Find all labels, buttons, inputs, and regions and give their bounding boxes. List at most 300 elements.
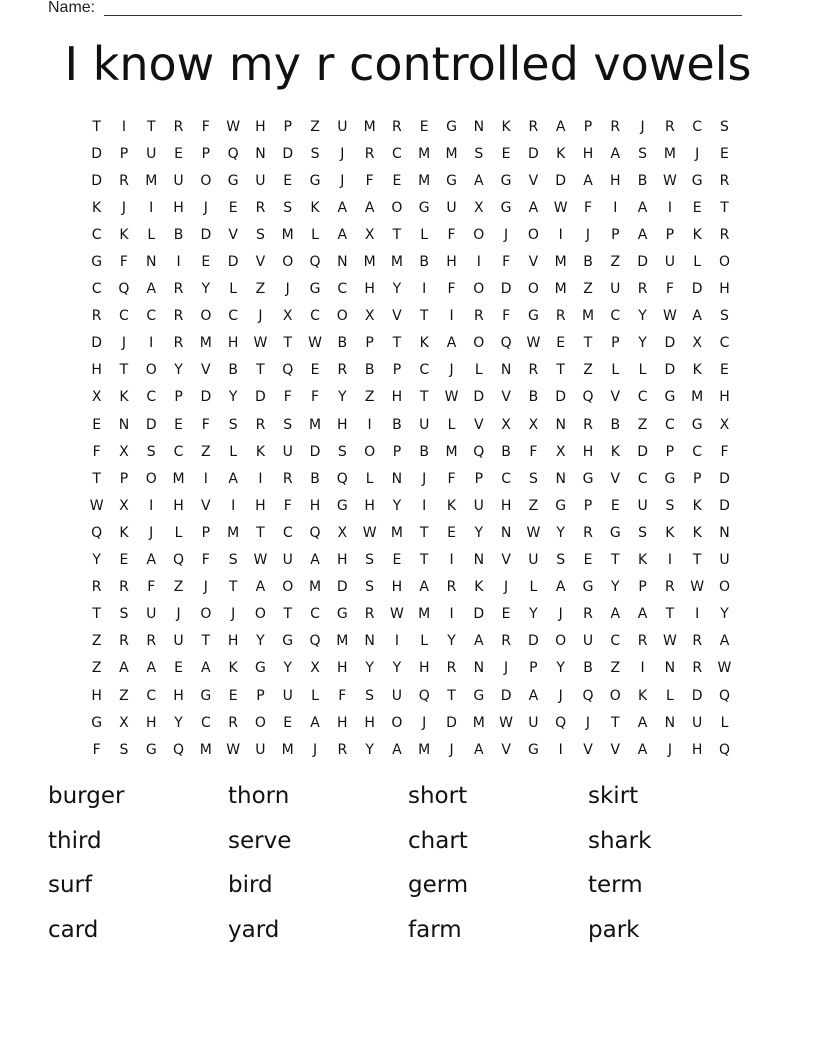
grid-letter: E: [283, 714, 293, 731]
grid-letter: H: [719, 389, 730, 406]
grid-letter: J: [203, 199, 208, 216]
grid-letter: E: [556, 335, 566, 352]
grid-letter: M: [445, 443, 458, 460]
grid-letter: J: [558, 606, 563, 623]
grid-letter: S: [665, 497, 675, 514]
grid-letter: D: [719, 497, 730, 514]
grid-letter: D: [691, 281, 703, 298]
grid-letter: A: [474, 741, 484, 758]
grid-letter: Y: [338, 389, 347, 406]
grid-letter: D: [719, 470, 730, 487]
grid-letter: C: [91, 226, 102, 243]
grid-letter: T: [146, 118, 156, 135]
grid-letter: C: [146, 308, 157, 325]
grid-letter: C: [664, 416, 675, 433]
grid-letter: S: [720, 308, 729, 325]
grid-letter: U: [337, 118, 348, 135]
grid-letter: A: [392, 741, 402, 758]
grid-letter: T: [665, 606, 675, 623]
grid-letter: M: [554, 254, 567, 271]
grid-letter: H: [255, 497, 266, 514]
grid-letter: K: [692, 524, 702, 541]
grid-letter: T: [611, 552, 620, 569]
grid-letter: H: [582, 443, 594, 460]
grid-letter: I: [176, 254, 181, 271]
grid-letter: H: [337, 660, 348, 677]
grid-letter: G: [418, 199, 430, 216]
grid-letter: Y: [283, 660, 292, 677]
grid-letter: K: [119, 226, 129, 243]
grid-letter: J: [340, 145, 345, 162]
grid-letter: B: [583, 660, 593, 677]
grid-letter: N: [337, 254, 348, 271]
grid-letter: P: [529, 660, 538, 677]
word-bank-item: park: [588, 916, 640, 943]
grid-letter: H: [418, 660, 430, 677]
grid-letter: Z: [310, 118, 320, 135]
grid-letter: D: [691, 687, 703, 704]
grid-letter: Q: [118, 281, 130, 298]
grid-letter: M: [199, 335, 212, 352]
grid-letter: R: [665, 579, 675, 596]
grid-letter: N: [118, 416, 130, 433]
grid-letter: W: [444, 389, 459, 406]
grid-letter: L: [229, 281, 238, 298]
grid-letter: L: [611, 362, 620, 379]
grid-letter: C: [610, 633, 621, 650]
grid-letter: E: [283, 172, 293, 189]
grid-letter: P: [611, 335, 620, 352]
grid-letter: C: [310, 308, 320, 325]
grid-letter: N: [473, 660, 485, 677]
grid-letter: B: [337, 335, 348, 352]
grid-letter: H: [145, 714, 157, 731]
grid-letter: S: [119, 606, 129, 623]
grid-letter: U: [719, 552, 730, 569]
grid-letter: S: [474, 145, 484, 162]
grid-letter: P: [611, 226, 620, 243]
grid-letter: R: [228, 714, 238, 731]
grid-letter: Y: [392, 497, 402, 514]
grid-letter: S: [556, 552, 566, 569]
grid-letter: A: [555, 118, 566, 135]
grid-letter: O: [200, 606, 212, 623]
grid-letter: U: [473, 497, 484, 514]
word-bank-item: serve: [228, 827, 292, 854]
grid-letter: B: [419, 443, 430, 460]
word-bank-item: short: [408, 783, 468, 809]
grid-letter: S: [638, 524, 648, 541]
grid-letter: R: [446, 660, 457, 677]
grid-letter: A: [146, 552, 157, 569]
grid-letter: X: [310, 660, 320, 677]
grid-letter: K: [665, 524, 675, 541]
grid-letter: R: [610, 118, 621, 135]
grid-letter: T: [92, 118, 101, 135]
grid-letter: D: [227, 254, 239, 271]
grid-letter: G: [446, 118, 457, 135]
grid-letter: V: [228, 226, 238, 243]
grid-letter: H: [227, 633, 239, 650]
grid-letter: L: [474, 362, 483, 379]
grid-letter: Y: [201, 281, 211, 298]
grid-letter: B: [583, 254, 593, 271]
word-bank: [48, 774, 768, 952]
grid-letter: L: [638, 362, 647, 379]
grid-letter: Z: [610, 660, 621, 677]
word-bank-item: surf: [48, 872, 93, 898]
grid-letter: T: [419, 524, 429, 541]
grid-letter: T: [447, 687, 456, 704]
grid-letter: U: [610, 281, 621, 298]
grid-letter: E: [720, 145, 729, 162]
grid-letter: Y: [174, 362, 183, 379]
grid-letter: G: [500, 172, 512, 189]
grid-letter: S: [528, 470, 538, 487]
grid-letter: A: [528, 687, 539, 704]
grid-letter: D: [664, 362, 676, 379]
grid-letter: A: [119, 660, 129, 677]
grid-letter: E: [501, 145, 511, 162]
grid-letter: T: [92, 606, 101, 623]
grid-letter: B: [637, 172, 648, 189]
grid-letter: Y: [92, 552, 101, 569]
grid-letter: W: [308, 335, 322, 352]
grid-letter: H: [255, 118, 266, 135]
grid-letter: U: [173, 633, 184, 650]
grid-letter: A: [528, 199, 539, 216]
grid-letter: D: [555, 389, 567, 406]
grid-letter: E: [392, 172, 402, 189]
grid-letter: O: [718, 254, 730, 271]
grid-letter: I: [121, 118, 127, 135]
grid-letter: N: [500, 524, 512, 541]
grid-letter: V: [474, 416, 484, 433]
grid-letter: G: [664, 389, 676, 406]
grid-letter: R: [719, 172, 730, 189]
grid-letter: H: [691, 741, 703, 758]
word-bank-item: shark: [588, 827, 652, 854]
grid-letter: D: [282, 145, 294, 162]
grid-letter: U: [528, 714, 539, 731]
grid-letter: U: [692, 714, 703, 731]
grid-letter: L: [420, 633, 429, 650]
grid-letter: Z: [364, 389, 375, 406]
grid-letter: K: [228, 660, 238, 677]
grid-letter: Y: [638, 335, 647, 352]
grid-letter: X: [91, 389, 102, 406]
grid-letter: A: [255, 579, 266, 596]
grid-letter: K: [92, 199, 102, 216]
grid-letter: F: [147, 579, 156, 596]
grid-letter: G: [691, 416, 703, 433]
grid-letter: D: [637, 443, 648, 460]
grid-letter: D: [91, 145, 103, 162]
grid-letter: M: [418, 172, 431, 189]
grid-letter: R: [255, 199, 266, 216]
grid-letter: K: [474, 579, 484, 596]
grid-letter: C: [310, 606, 320, 623]
grid-letter: P: [665, 443, 675, 460]
grid-letter: G: [336, 606, 348, 623]
grid-letter: R: [337, 362, 348, 379]
grid-letter: G: [145, 741, 157, 758]
grid-letter: U: [282, 552, 293, 569]
grid-letter: C: [173, 443, 184, 460]
grid-letter: R: [583, 524, 593, 541]
grid-letter: H: [337, 416, 348, 433]
grid-letter: N: [473, 552, 485, 569]
grid-letter: R: [119, 579, 129, 596]
grid-letter: I: [640, 660, 645, 677]
grid-letter: F: [529, 443, 538, 460]
grid-letter: R: [119, 172, 129, 189]
grid-letter: S: [337, 443, 347, 460]
grid-letter: H: [500, 497, 512, 514]
grid-letter: E: [392, 552, 402, 569]
grid-letter: N: [664, 660, 676, 677]
grid-letter: Y: [174, 714, 183, 731]
grid-letter: S: [146, 443, 156, 460]
grid-letter: C: [119, 308, 129, 325]
grid-letter: Q: [718, 687, 730, 704]
grid-letter: Q: [173, 552, 185, 569]
grid-letter: L: [720, 714, 729, 731]
grid-letter: E: [583, 552, 593, 569]
grid-letter: A: [637, 714, 648, 731]
grid-letter: F: [365, 172, 374, 189]
grid-letter: V: [610, 389, 621, 406]
grid-letter: B: [310, 470, 320, 487]
grid-letter: L: [174, 524, 183, 541]
grid-letter: R: [173, 281, 184, 298]
grid-letter: Y: [720, 606, 729, 623]
grid-letter: O: [718, 579, 730, 596]
grid-letter: E: [419, 118, 429, 135]
grid-letter: A: [201, 660, 211, 677]
grid-letter: J: [285, 281, 290, 298]
grid-letter: L: [365, 470, 374, 487]
grid-letter: G: [609, 524, 621, 541]
grid-letter: M: [390, 254, 403, 271]
grid-letter: R: [692, 660, 703, 677]
grid-letter: K: [119, 524, 129, 541]
grid-letter: S: [283, 199, 293, 216]
grid-letter: U: [637, 497, 648, 514]
grid-letter: D: [200, 389, 212, 406]
grid-letter: D: [637, 254, 648, 271]
grid-letter: L: [447, 416, 456, 433]
grid-letter: O: [609, 687, 621, 704]
grid-letter: D: [473, 389, 485, 406]
page-title: I know my r controlled vowels: [64, 37, 752, 91]
grid-letter: F: [201, 118, 210, 135]
grid-letter: F: [283, 389, 292, 406]
grid-letter: P: [638, 579, 647, 596]
grid-letter: M: [199, 741, 212, 758]
grid-letter: H: [337, 714, 348, 731]
grid-letter: M: [418, 606, 431, 623]
grid-letter: P: [119, 470, 129, 487]
grid-letter: G: [309, 281, 321, 298]
grid-letter: T: [256, 524, 265, 541]
grid-letter: F: [447, 226, 456, 243]
grid-letter: N: [364, 633, 375, 650]
grid-letter: N: [555, 416, 566, 433]
grid-letter: Q: [309, 524, 321, 541]
grid-letter: H: [173, 199, 184, 216]
grid-letter: O: [145, 470, 157, 487]
grid-letter: G: [664, 470, 676, 487]
grid-letter: F: [720, 443, 729, 460]
grid-letter: F: [583, 199, 593, 216]
grid-letter: O: [473, 281, 485, 298]
grid-letter: P: [692, 470, 702, 487]
grid-letter: C: [200, 714, 211, 731]
grid-letter: P: [283, 118, 292, 135]
grid-letter: U: [173, 172, 184, 189]
grid-letter: H: [364, 281, 375, 298]
grid-letter: V: [610, 741, 621, 758]
grid-letter: Q: [282, 362, 294, 379]
grid-letter: R: [255, 416, 266, 433]
grid-letter: D: [91, 172, 103, 189]
grid-letter: J: [231, 606, 236, 623]
grid-letter: C: [692, 443, 703, 460]
grid-letter: J: [585, 226, 591, 243]
grid-letter: Y: [556, 524, 565, 541]
grid-letter: S: [228, 552, 238, 569]
grid-letter: J: [558, 687, 563, 704]
grid-letter: T: [583, 335, 593, 352]
grid-letter: Z: [583, 362, 593, 379]
grid-letter: K: [501, 118, 511, 135]
grid-letter: E: [310, 362, 320, 379]
grid-letter: T: [283, 606, 292, 623]
grid-letter: W: [662, 633, 677, 650]
grid-letter: K: [610, 443, 620, 460]
grid-letter: G: [555, 497, 567, 514]
grid-letter: E: [501, 606, 511, 623]
grid-letter: C: [610, 308, 621, 325]
grid-letter: G: [582, 579, 594, 596]
grid-letter: J: [585, 714, 591, 731]
grid-letter: G: [446, 172, 457, 189]
letter-grid: [83, 113, 738, 763]
grid-letter: T: [419, 389, 429, 406]
grid-letter: Y: [611, 579, 620, 596]
grid-letter: N: [473, 118, 485, 135]
grid-letter: A: [337, 199, 348, 216]
grid-letter: H: [337, 552, 348, 569]
grid-letter: S: [310, 145, 320, 162]
grid-letter: C: [337, 281, 348, 298]
grid-letter: A: [610, 606, 621, 623]
word-bank-item: farm: [408, 916, 462, 943]
name-label: Name:: [48, 0, 96, 16]
grid-letter: C: [419, 362, 430, 379]
word-bank-item: bird: [228, 872, 273, 898]
grid-letter: J: [667, 741, 672, 758]
grid-letter: Y: [529, 606, 538, 623]
grid-letter: O: [391, 199, 403, 216]
grid-letter: M: [363, 254, 376, 271]
grid-letter: V: [255, 254, 266, 271]
grid-letter: Z: [255, 281, 266, 298]
grid-letter: M: [554, 281, 567, 298]
grid-letter: F: [447, 470, 456, 487]
grid-letter: H: [446, 254, 457, 271]
grid-letter: N: [664, 714, 676, 731]
grid-letter: W: [553, 199, 568, 216]
grid-letter: U: [282, 443, 293, 460]
grid-letter: F: [119, 254, 128, 271]
grid-letter: R: [446, 579, 457, 596]
grid-letter: E: [720, 362, 729, 379]
grid-letter: Z: [528, 497, 539, 514]
grid-letter: X: [337, 524, 348, 541]
grid-letter: I: [149, 199, 154, 216]
grid-letter: L: [311, 226, 319, 243]
grid-letter: D: [528, 633, 539, 650]
grid-letter: R: [555, 308, 566, 325]
grid-letter: C: [637, 389, 648, 406]
grid-letter: Q: [418, 687, 430, 704]
grid-letter: Q: [718, 741, 730, 758]
grid-letter: G: [91, 254, 103, 271]
grid-letter: I: [449, 606, 454, 623]
grid-letter: Y: [447, 633, 456, 650]
grid-letter: T: [720, 199, 729, 216]
grid-letter: S: [255, 226, 265, 243]
word-bank-item: term: [588, 872, 643, 898]
grid-letter: V: [610, 470, 621, 487]
grid-letter: R: [392, 118, 402, 135]
grid-letter: K: [692, 497, 702, 514]
grid-letter: C: [501, 470, 511, 487]
grid-letter: G: [473, 687, 485, 704]
grid-letter: C: [637, 470, 648, 487]
grid-letter: M: [172, 470, 185, 487]
grid-letter: H: [309, 497, 321, 514]
grid-letter: Z: [610, 254, 621, 271]
grid-letter: J: [504, 660, 509, 677]
grid-letter: W: [526, 335, 541, 352]
grid-letter: A: [610, 145, 621, 162]
grid-letter: D: [500, 281, 512, 298]
grid-letter: T: [392, 335, 402, 352]
grid-letter: I: [149, 335, 154, 352]
grid-letter: F: [665, 281, 674, 298]
grid-letter: Y: [256, 633, 265, 650]
grid-letter: E: [119, 552, 129, 569]
grid-letter: M: [418, 145, 431, 162]
grid-letter: W: [253, 552, 268, 569]
grid-letter: S: [638, 145, 648, 162]
grid-letter: Y: [638, 308, 647, 325]
grid-letter: Q: [336, 470, 348, 487]
grid-letter: W: [389, 606, 404, 623]
grid-letter: A: [146, 281, 157, 298]
grid-letter: W: [253, 335, 268, 352]
grid-letter: D: [473, 606, 485, 623]
grid-letter: W: [662, 308, 677, 325]
grid-letter: X: [364, 308, 375, 325]
grid-letter: K: [446, 497, 457, 514]
grid-letter: U: [282, 687, 293, 704]
grid-letter: K: [556, 145, 566, 162]
grid-letter: X: [119, 443, 129, 460]
